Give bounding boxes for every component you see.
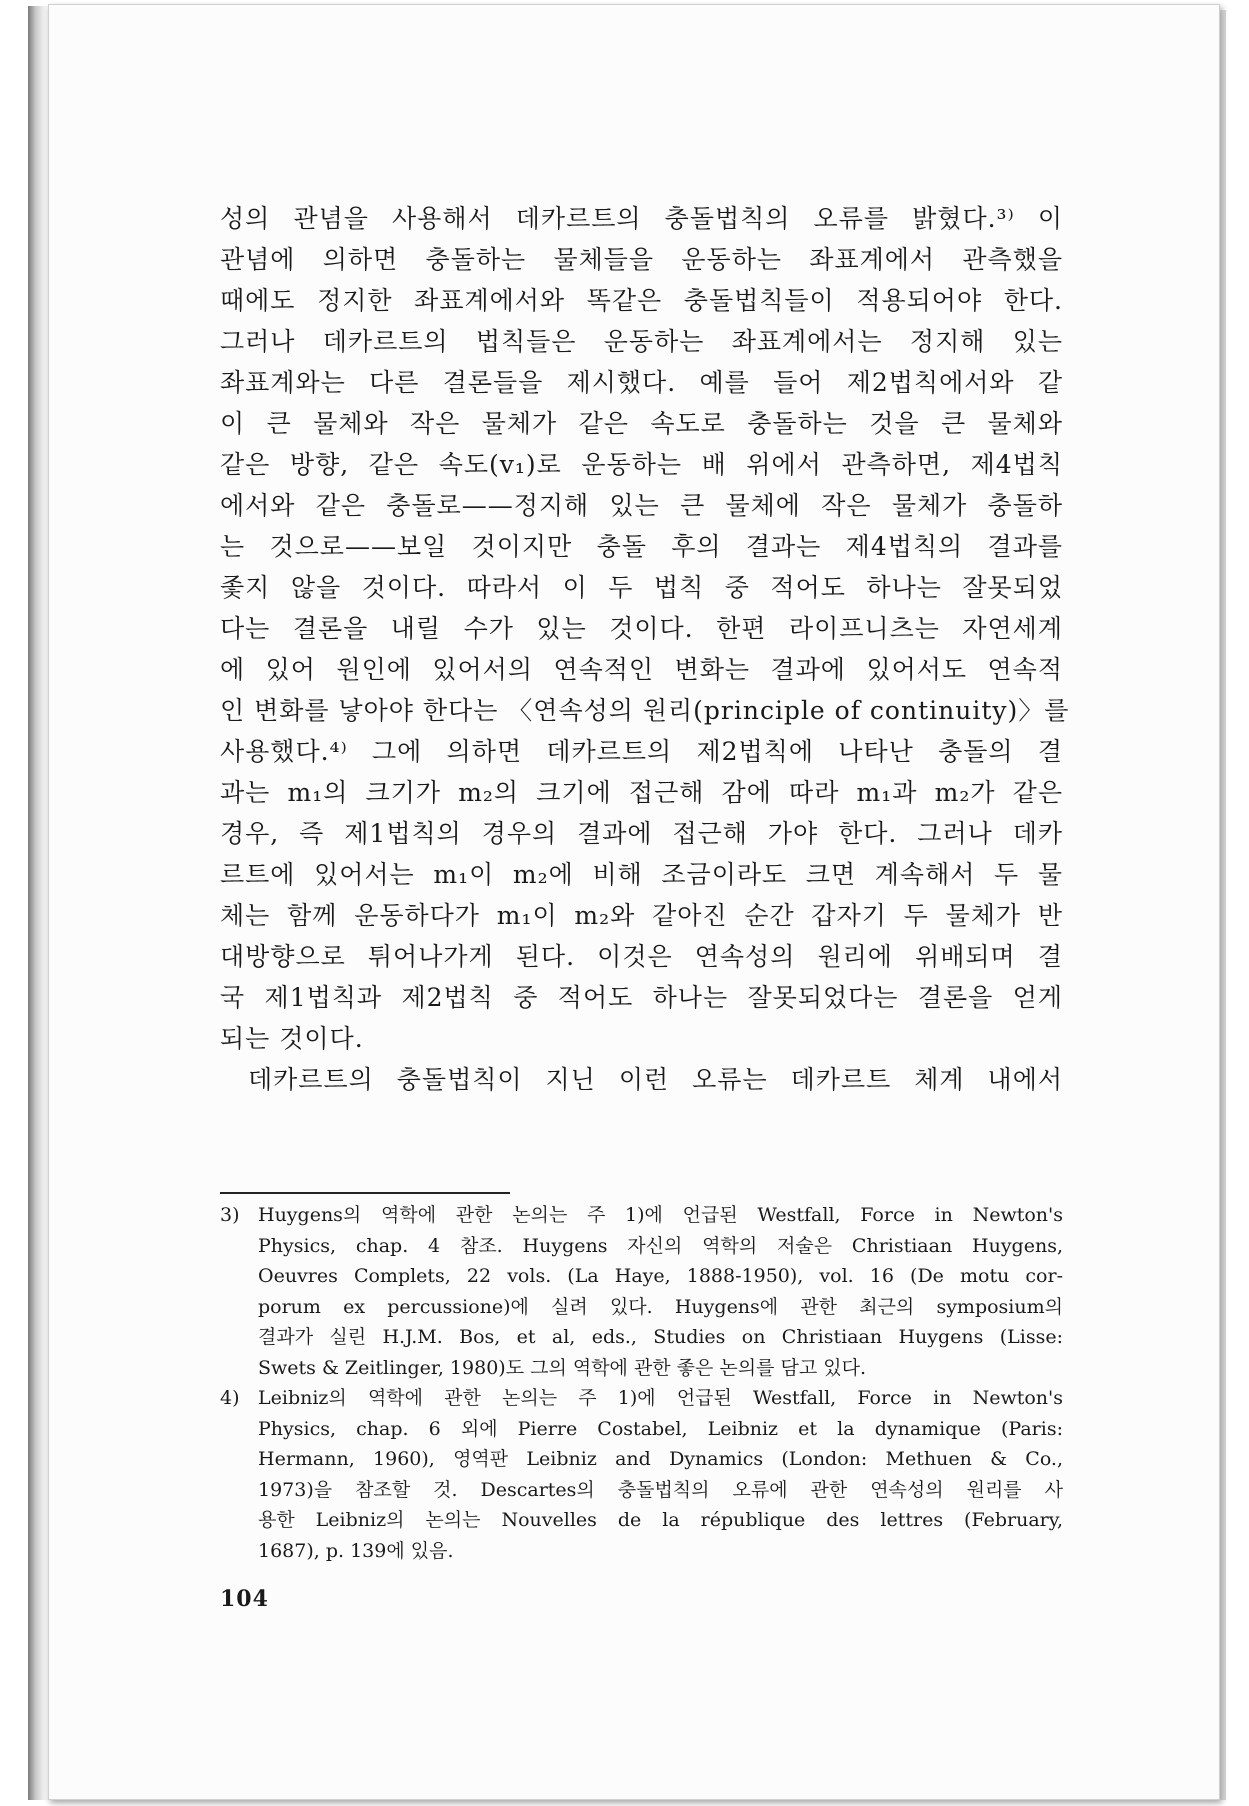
page-stack-edge [28, 6, 50, 1800]
body-line: 관념에 의하면 충돌하는 물체들을 운동하는 좌표계에서 관측했을 [220, 245, 1063, 274]
footnote-line: Oeuvres Complets, 22 vols. (La Haye, 1888-1950), vol. 16 (De motu cor- [258, 1265, 1063, 1287]
footnote-line: Huygens의 역학에 관한 논의는 주 1)에 언급된 Westfall, Force in Newton's [258, 1204, 1063, 1226]
body-line: 성의 관념을 사용해서 데카르트의 충돌법칙의 오류를 밝혔다.³⁾ 이 [220, 204, 1063, 233]
body-line: 이 큰 물체와 작은 물체가 같은 속도로 충돌하는 것을 큰 물체와 [220, 409, 1063, 438]
footnote-line: Hermann, 1960), 영역판 Leibniz and Dynamics (London: Methuen & Co., [258, 1448, 1063, 1470]
body-line: 좌표계와는 다른 결론들을 제시했다. 예를 들어 제2법칙에서와 같 [220, 368, 1063, 397]
body-line: 사용했다.⁴⁾ 그에 의하면 데카르트의 제2법칙에 나타난 충돌의 결 [220, 737, 1063, 766]
body-text [220, 198, 1070, 1100]
page-number: 104 [220, 1586, 269, 1612]
body-line: 같은 방향, 같은 속도(v₁)로 운동하는 배 위에서 관측하면, 제4법칙 [220, 450, 1063, 479]
footnote-divider [220, 1192, 510, 1194]
footnote-4 [220, 1383, 1063, 1566]
body-line: 대방향으로 튀어나가게 된다. 이것은 연속성의 원리에 위배되며 결 [220, 942, 1063, 971]
body-line: 국 제1법칙과 제2법칙 중 적어도 하나는 잘못되었다는 결론을 얻게 [220, 983, 1063, 1012]
body-line: 는 것으로——보일 것이지만 충돌 후의 결과는 제4법칙의 결과를 [220, 532, 1063, 561]
footnote-number: 3) [220, 1204, 240, 1226]
body-line: 되는 것이다. [220, 1024, 364, 1053]
footnote-line: 용한 Leibniz의 논의는 Nouvelles de la république des lettres (February, [258, 1509, 1063, 1531]
footnote-line: 1973)을 참조할 것. Descartes의 충돌법칙의 오류에 관한 연속성의 원리를 사 [258, 1478, 1063, 1501]
body-line: 에 있어 원인에 있어서의 연속적인 변화는 결과에 있어서도 연속적 [220, 655, 1063, 684]
body-line: 인 변화를 낳아야 한다는 〈연속성의 원리(principle of continuity)〉를 [220, 696, 1070, 725]
body-line: 그러나 데카르트의 법칙들은 운동하는 좌표계에서는 정지해 있는 [220, 327, 1063, 356]
body-line: 때에도 정지한 좌표계에서와 똑같은 충돌법칙들이 적용되어야 한다. [220, 286, 1063, 315]
footnote-3 [220, 1200, 1063, 1383]
body-line: 다는 결론을 내릴 수가 있는 것이다. 한편 라이프니츠는 자연세계 [220, 614, 1063, 643]
footnote-line: 1687), p. 139에 있음. [258, 1539, 454, 1562]
body-line: 좇지 않을 것이다. 따라서 이 두 법칙 중 적어도 하나는 잘못되었 [220, 573, 1063, 602]
footnote-line: 결과가 실린 H.J.M. Bos, et al, eds., Studies on Christiaan Huygens (Lisse: [258, 1326, 1063, 1348]
body-line: 르트에 있어서는 m₁이 m₂에 비해 조금이라도 크면 계속해서 두 물 [220, 860, 1063, 889]
body-line-paragraph-start: 데카르트의 충돌법칙이 지닌 이런 오류는 데카르트 체계 내에서 [248, 1065, 1063, 1094]
footnote-line: Physics, chap. 6 외에 Pierre Costabel, Leibniz et la dynamique (Paris: [258, 1417, 1063, 1440]
body-line: 경우, 즉 제1법칙의 경우의 결과에 접근해 가야 한다. 그러나 데카 [220, 819, 1063, 848]
body-line: 과는 m₁의 크기가 m₂의 크기에 접근해 감에 따라 m₁과 m₂가 같은 [220, 778, 1063, 807]
footnote-line: Physics, chap. 4 참조. Huygens 자신의 역학의 저술은 Christiaan Huygens, [258, 1234, 1063, 1257]
body-line: 에서와 같은 충돌로——정지해 있는 큰 물체에 작은 물체가 충돌하 [220, 491, 1063, 520]
footnote-line: Swets & Zeitlinger, 1980)도 그의 역학에 관한 좋은 논의를 담고 있다. [258, 1356, 867, 1379]
body-line: 체는 함께 운동하다가 m₁이 m₂와 같아진 순간 갑자기 두 물체가 반 [220, 901, 1063, 930]
footnote-number: 4) [220, 1387, 240, 1409]
footnotes [220, 1200, 1063, 1566]
footnote-line: Leibniz의 역학에 관한 논의는 주 1)에 언급된 Westfall, Force in Newton's [258, 1387, 1063, 1409]
footnote-line: porum ex percussione)에 실려 있다. Huygens에 관한 최근의 symposium의 [258, 1295, 1063, 1318]
